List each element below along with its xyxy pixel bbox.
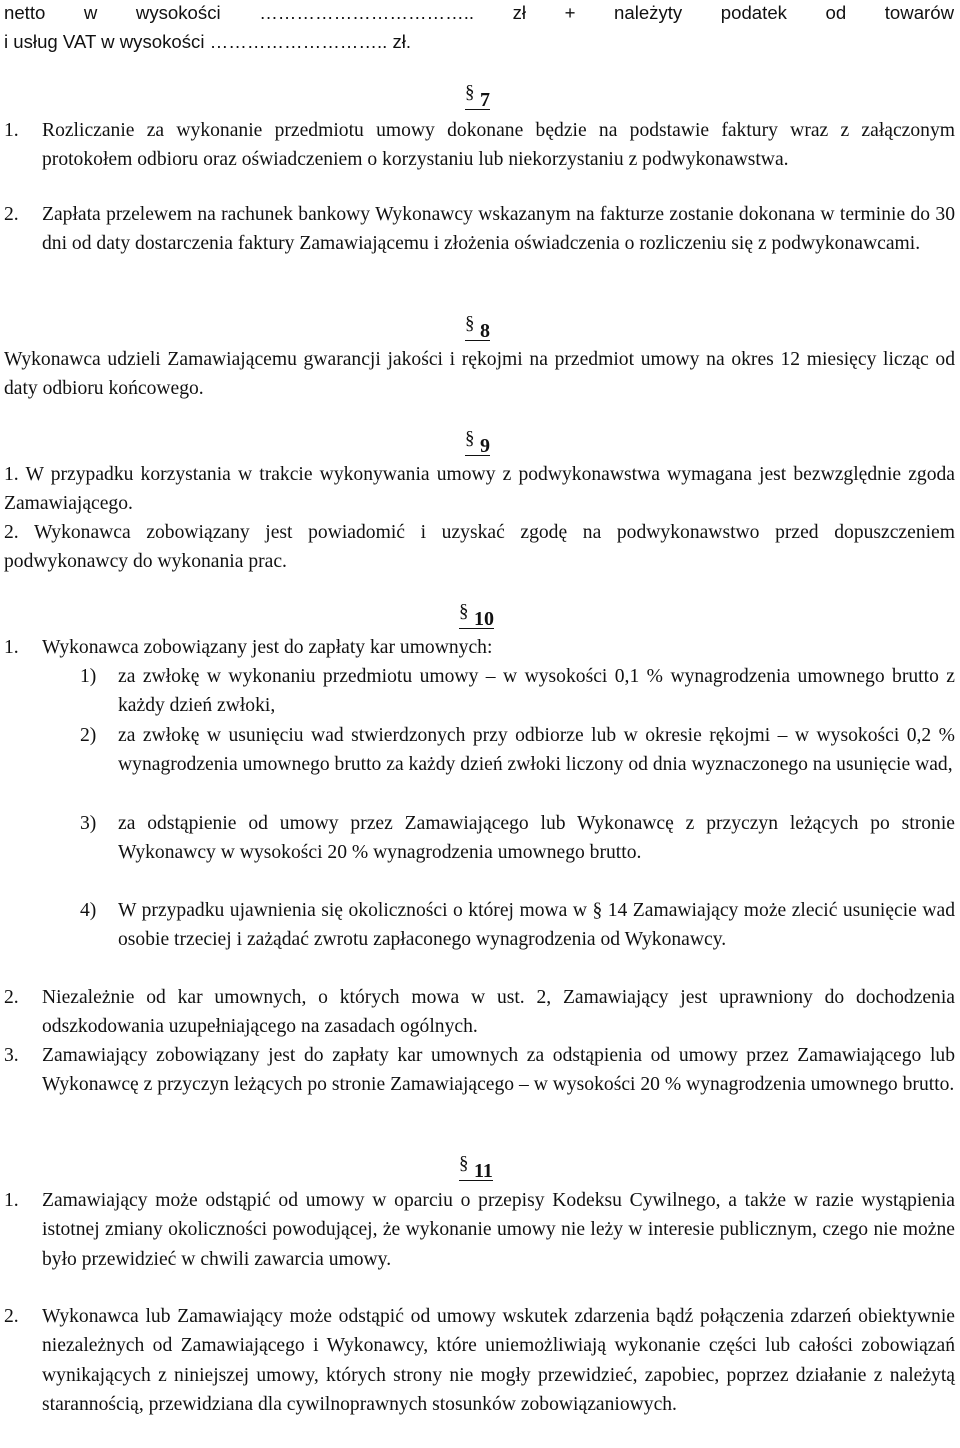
s10-item-3-text: Zamawiający zobowiązany jest do zapłaty kar umownych za odstąpienia od umowy przez Zamawiającego lub Wykonawcę z przyczyn leżących po stronie Zamawiającego – w wysokości 20 % wynagrodzenia umownego brutto.: [42, 1045, 955, 1096]
s11-item-1-number: 1.: [4, 1190, 19, 1211]
s10-sub-4-text: W przypadku ujawnienia się okoliczności o której mowa w § 14 Zamawiający może zlecić usunięcie wad osobie trzeciej i zażądać zwrotu zapłaconego wynagrodzenia od Wykonawcy.: [118, 900, 955, 951]
s10-item-2-number: 2.: [4, 987, 19, 1008]
s10-sub-1-text: za zwłokę w wykonaniu przedmiotu umowy – w wysokości 0,1 % wynagrodzenia umownego brutto z każdy dzień zwłoki,: [118, 666, 955, 717]
section-11-heading: [461, 1157, 493, 1186]
s10-item-2-text: Niezależnie od kar umownych, o których mowa w ust. 2, Zamawiający jest uprawniony do dochodzenia odszkodowania uzupełniającego na zasadach ogólnych.: [42, 987, 955, 1038]
s10-item-1-number: 1.: [4, 637, 19, 658]
s8-paragraph: Wykonawca udzieli Zamawiającemu gwarancji jakości i rękojmi na przedmiot umowy na okres 12 miesięcy licząc od daty odbioru końcowego.: [4, 349, 955, 400]
s10-sub-3-number: 3): [80, 813, 97, 834]
s10-sub-1-number: 1): [80, 666, 97, 687]
section-10-heading: [461, 605, 494, 634]
s10-sub-2-text: za zwłokę w usunięciu wad stwierdzonych przy odbiorze lub w okresie rękojmi – w wysokości 0,2 % wynagrodzenia umownego brutto za każdy dzień zwłoki liczony od dnia wyznaczonego na usunięcie wad,: [118, 725, 955, 776]
section-11-number: § 11: [461, 1160, 493, 1182]
section-8-number: § 8: [467, 320, 490, 342]
s9-item-1: 1. W przypadku korzystania w trakcie wykonywania umowy z podwykonawstwa wymagana jest bezwzględnie zgoda Zamawiającego.: [4, 464, 955, 515]
s10-item-1-text: Wykonawca zobowiązany jest do zapłaty kar umownych:: [42, 637, 493, 658]
s10-sub-2-number: 2): [80, 725, 97, 746]
s11-item-1-text: Zamawiający może odstąpić od umowy w oparciu o przepisy Kodeksu Cywilnego, a także w razie wystąpienia istotnej zmiany okoliczności powodującej, że wykonanie umowy nie leży w interesie publicznym, czego nie możne było przewidzieć w chwili zawarcia umowy.: [42, 1190, 955, 1270]
s9-item-2: 2. Wykonawca zobowiązany jest powiadomić i uzyskać zgodę na podwykonawstwo przed dopuszczeniem podwykonawcy do wykonania prac.: [4, 522, 955, 573]
section-7-heading: [467, 86, 490, 115]
s7-item-2-number: 2.: [4, 204, 19, 225]
s11-item-2-number: 2.: [4, 1306, 19, 1327]
section-9-number: § 9: [467, 435, 490, 457]
s10-sub-3-text: za odstąpienie od umowy przez Zamawiającego lub Wykonawcę z przyczyn leżących po stronie Wykonawcy w wysokości 20 % wynagrodzenia umownego brutto.: [118, 813, 955, 864]
s11-item-2-text: Wykonawca lub Zamawiający może odstąpić od umowy wskutek zdarzenia bądź połączenia zdarzeń obiektywnie niezależnych od Zamawiającego i Wykonawcy, które uniemożliwiają wykonanie części lub całości zobowiązań wynikających z niniejszej umowy, których strony nie mogły przewidzieć, zapobiec, poprzez działanie z należytą starannością, przewidziana dla cywilnoprawnych stosunków zobowiązaniowych.: [42, 1306, 955, 1415]
header-line-2: i usług VAT w wysokości ……………………….. zł.: [4, 31, 412, 52]
section-8-heading: [467, 317, 490, 346]
section-10-number: § 10: [461, 608, 494, 630]
section-9-heading: [467, 432, 490, 461]
s7-item-1-number: 1.: [4, 120, 19, 141]
s10-item-3-number: 3.: [4, 1045, 19, 1066]
s7-item-1-text: Rozliczanie za wykonanie przedmiotu umowy dokonane będzie na podstawie faktury wraz z załączonym protokołem odbioru oraz oświadczeniem o korzystaniu lub niekorzystaniu z podwykonawstwa.: [42, 120, 955, 171]
s10-sub-4-number: 4): [80, 900, 97, 921]
section-7-number: § 7: [467, 89, 490, 111]
s7-item-2-text: Zapłata przelewem na rachunek bankowy Wykonawcy wskazanym na fakturze zostanie dokonana w terminie do 30 dni od daty dostarczenia faktury Zamawiającemu i złożenia oświadczenia o rozliczeniu się z podwykonawcami.: [42, 204, 955, 255]
header-line-1: netto w wysokości …………………………….. zł + należyty podatek od towarów: [4, 2, 954, 23]
